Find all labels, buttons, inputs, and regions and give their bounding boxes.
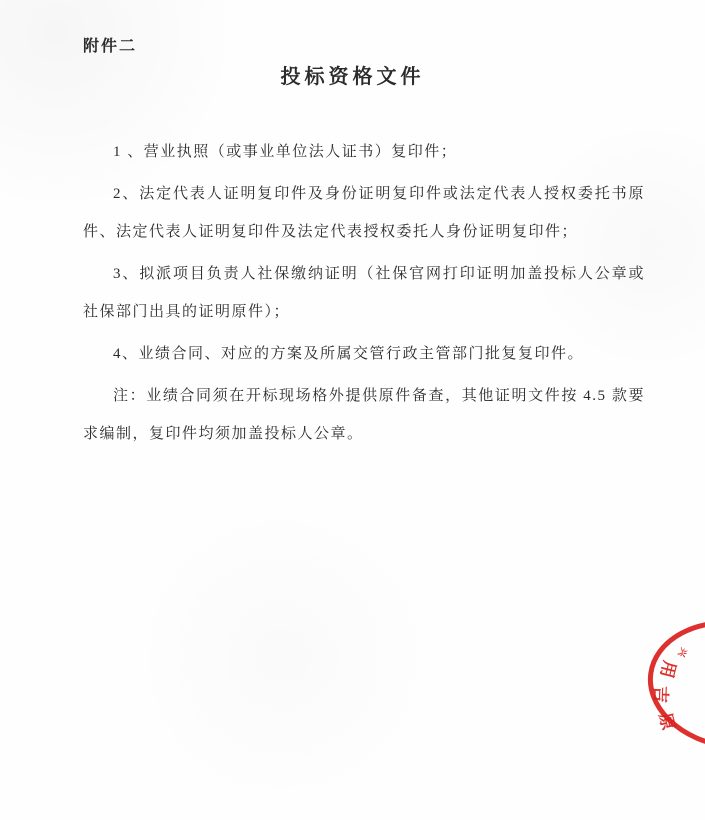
document-body bbox=[83, 133, 645, 453]
red-seal-partial bbox=[625, 595, 705, 765]
list-item-3: 3、拟派项目负责人社保缴纳证明（社保官网打印证明加盖投标人公章或社保部门出具的证明原件）； bbox=[83, 266, 645, 320]
note-paragraph: 注：业绩合同须在开标现场格外提供原件备查，其他证明文件按 4.5 款要求编制，复印件均须加盖投标人公章。 bbox=[83, 388, 645, 442]
seal-character: 用 bbox=[656, 658, 680, 680]
seal-ring bbox=[642, 612, 705, 758]
seal-character: 原 bbox=[655, 711, 678, 733]
seal-character: 吉 bbox=[650, 685, 671, 704]
seal-character: 兴 bbox=[676, 646, 690, 659]
page-title: 投标资格文件 bbox=[280, 66, 425, 88]
list-item-1: 1 、营业执照（或事业单位法人证书）复印件； bbox=[113, 144, 458, 160]
list-item-4: 4、业绩合同、对应的方案及所属交管行政主管部门批复复印件。 bbox=[113, 346, 585, 362]
attachment-label: 附件二 bbox=[83, 38, 138, 55]
list-item-2: 2、法定代表人证明复印件及身份证明复印件或法定代表人授权委托书原件、法定代表人证明复印件及法定代表授权委托人身份证明复印件； bbox=[83, 186, 645, 240]
